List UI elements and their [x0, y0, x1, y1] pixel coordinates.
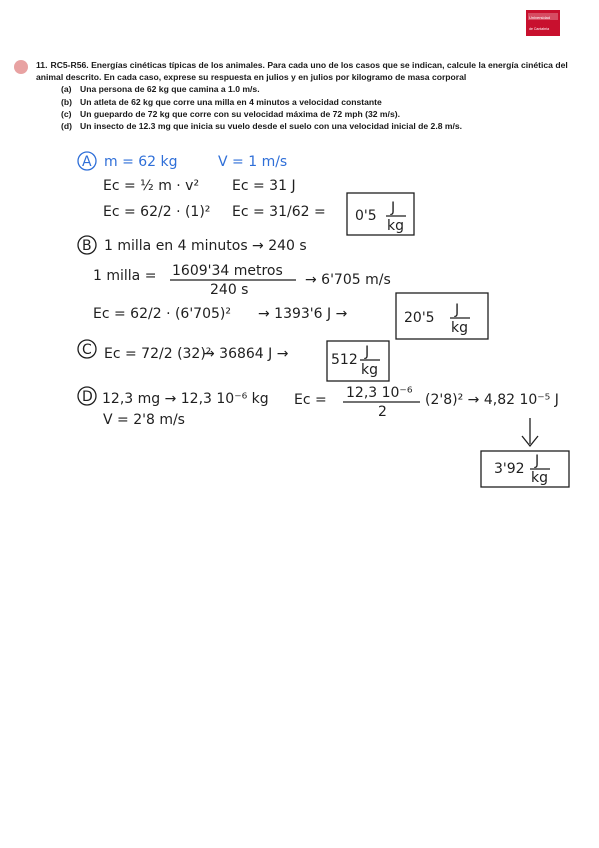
part-d-label: D — [82, 389, 93, 405]
part-b-answer-unit-top: J — [455, 302, 460, 318]
part-a-answer-unit-top: J — [391, 200, 396, 216]
part-b-line3: Ec = 62/2 · (6'705)² — [93, 306, 231, 322]
part-d-ec-num: 12,3 10⁻⁶ — [346, 385, 413, 401]
part-a-formula: Ec = ½ m · v² — [103, 178, 200, 194]
part-d-answer-unit-top: J — [535, 453, 540, 469]
problem-text: RC5-R56. Energías cinéticas típicas de los animales. Para cada uno de los casos que se indican, calcule la energía cinética del animal descrito. En cada caso, exprese su respuesta en julios y en julios por kilogramo de masa corporal — [36, 60, 568, 83]
part-c-answer-unit-top: J — [365, 344, 370, 360]
part-c-label: C — [82, 342, 92, 358]
logo-top-text: Universidad — [529, 15, 551, 20]
part-c — [78, 340, 389, 381]
part-b-line2-num: 1609'34 metros — [172, 263, 283, 279]
part-b-line2-left: 1 milla = — [93, 268, 157, 284]
part-a — [78, 152, 414, 235]
item-a-label: (a) — [61, 84, 72, 95]
part-b-line1: 1 milla en 4 minutos → 240 s — [104, 238, 307, 254]
item-a-text: Una persona de 62 kg que camina a 1.0 m/s. — [80, 84, 260, 95]
part-b-answer-value: 20'5 — [404, 310, 435, 326]
part-c-equation: Ec = 72/2 (32)² — [104, 346, 212, 362]
part-a-label: A — [82, 154, 92, 170]
part-d — [78, 385, 569, 487]
part-d-ec-label: Ec = — [294, 392, 327, 408]
part-a-answer-value: 0'5 — [355, 208, 377, 224]
part-a-ratio: Ec = 31/62 = — [232, 204, 326, 220]
part-d-velocity: V = 2'8 m/s — [103, 412, 185, 428]
part-a-velocity: V = 1 m/s — [218, 154, 288, 170]
logo-bottom-text: de Cantabria — [529, 27, 550, 31]
part-c-answer-value: 512 — [331, 352, 358, 368]
item-c-text: Un guepardo de 72 kg que corre con su velocidad máxima de 72 mph (32 m/s). — [80, 108, 400, 119]
part-d-ec-den: 2 — [378, 404, 387, 420]
problem-number: 11. — [36, 60, 48, 70]
item-d-text: Un insecto de 12.3 mg que inicia su vuelo desde el suelo con una velocidad inicial de 2.8 m/s. — [80, 121, 463, 132]
part-c-result: → 36864 J → — [203, 346, 289, 362]
part-b — [78, 236, 488, 339]
item-c-label: (c) — [61, 108, 72, 119]
part-a-result-j: Ec = 31 J — [232, 178, 296, 194]
part-d-line1: 12,3 mg → 12,3 10⁻⁶ kg — [102, 391, 269, 407]
part-a-mass: m = 62 kg — [104, 154, 178, 170]
part-c-answer-unit-bottom: kg — [361, 362, 378, 378]
part-b-line3-result: → 1393'6 J → — [258, 306, 348, 322]
part-d-answer-unit-bottom: kg — [531, 470, 548, 486]
part-b-line2-den: 240 s — [210, 282, 249, 298]
part-b-label: B — [82, 238, 92, 254]
part-a-substitution: Ec = 62/2 · (1)² — [103, 204, 211, 220]
item-b-label: (b) — [61, 96, 72, 107]
part-b-line2-right: → 6'705 m/s — [305, 272, 391, 288]
item-b-text: Un atleta de 62 kg que corre una milla en 4 minutos a velocidad constante — [80, 96, 382, 107]
part-b-answer-unit-bottom: kg — [451, 320, 468, 336]
item-d-label: (d) — [61, 121, 72, 132]
part-a-answer-unit-bottom: kg — [387, 218, 404, 234]
part-d-ec-tail: (2'8)² → 4,82 10⁻⁵ J — [425, 392, 559, 408]
part-d-answer-value: 3'92 — [494, 461, 525, 477]
